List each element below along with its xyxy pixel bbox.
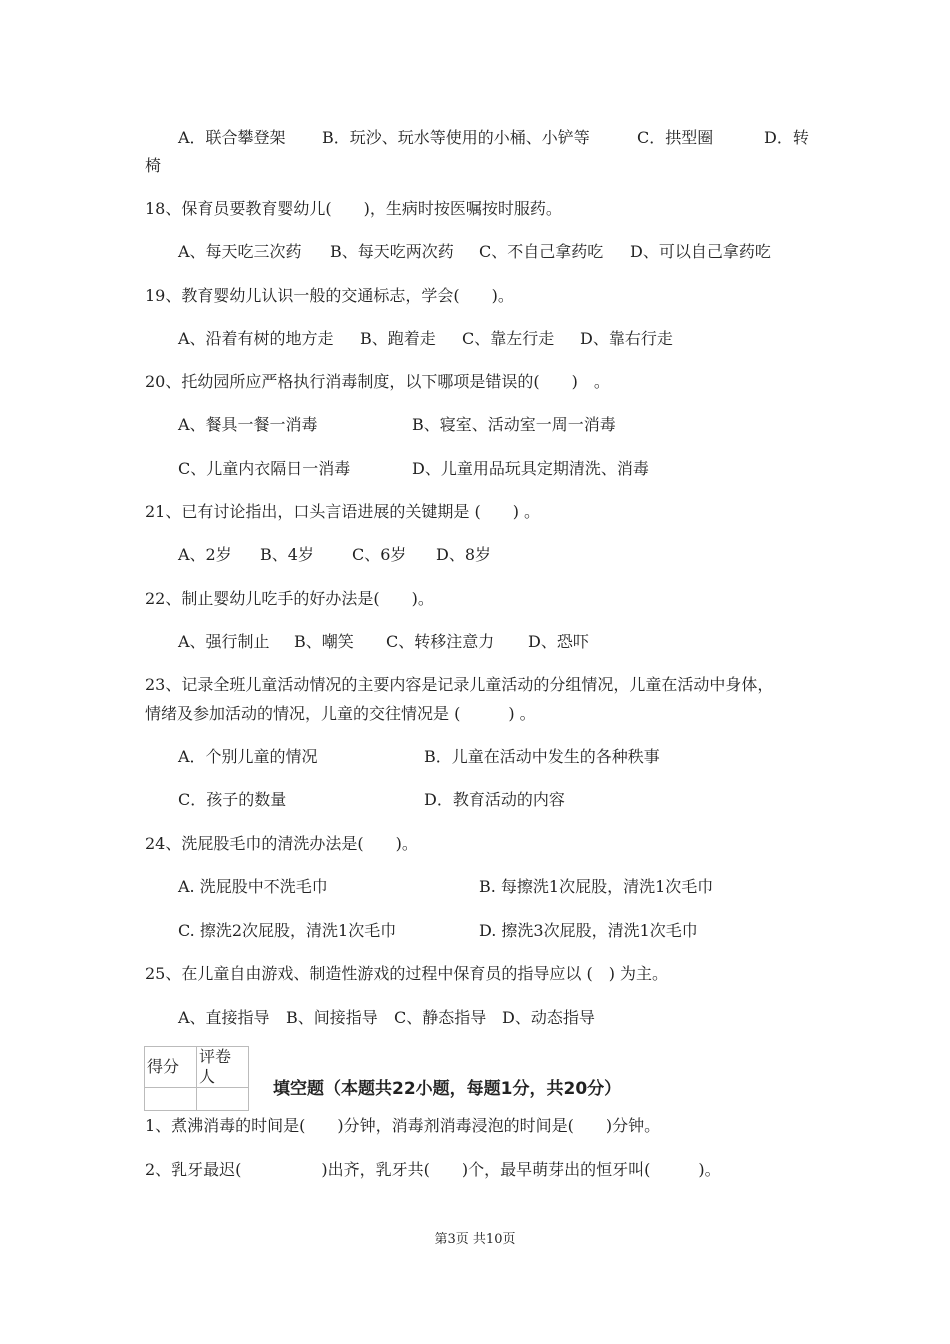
q17-option-d-continued: 椅 (145, 156, 162, 175)
q21-stem: 21、已有讨论指出，口头言语进展的关键期是 ( ) 。 (145, 502, 541, 521)
q18-option-a: A、每天吃三次药 (178, 242, 302, 261)
q17-option-a: A．联合攀登架 (178, 128, 286, 147)
q18-stem: 18、保育员要教育婴幼儿( )，生病时按医嘱按时服药。 (145, 199, 562, 218)
q21-option-b: B、4岁 (260, 545, 314, 564)
fill-question-2: 2、乳牙最迟( )出齐，乳牙共( )个，最早萌芽出的恒牙叫( )。 (145, 1160, 721, 1179)
q19-option-b: B、跑着走 (360, 329, 436, 348)
score-cell[interactable] (145, 1088, 197, 1111)
q24-stem: 24、洗屁股毛巾的清洗办法是( )。 (145, 834, 418, 853)
q18-option-b: B、每天吃两次药 (330, 242, 454, 261)
q22-option-d: D、恐吓 (528, 632, 589, 651)
page-number: 第3页 共10页 (434, 1232, 516, 1247)
q19-option-d: D、靠右行走 (580, 329, 673, 348)
grader-label: 评卷人 (197, 1047, 249, 1088)
fill-question-1: 1、煮沸消毒的时间是( )分钟，消毒剂消毒浸泡的时间是( )分钟。 (145, 1116, 661, 1135)
q17-option-d: D．转 (764, 128, 809, 147)
q23-stem-line1: 23、记录全班儿童活动情况的主要内容是记录儿童活动的分组情况，儿童在活动中身体， (145, 675, 774, 694)
q20-option-d: D、儿童用品玩具定期清洗、消毒 (412, 459, 649, 478)
q24-option-c: C. 擦洗2次屁股，清洗1次毛巾 (178, 921, 397, 940)
q25-stem: 25、在儿童自由游戏、制造性游戏的过程中保育员的指导应以 ( ) 为主。 (145, 964, 669, 983)
q19-option-c: C、靠左行走 (462, 329, 555, 348)
score-box (144, 1046, 249, 1111)
q23-option-a: A．个别儿童的情况 (178, 747, 318, 766)
q25-option-b: B、间接指导 (286, 1008, 378, 1027)
q18-option-d: D、可以自己拿药吃 (630, 242, 771, 261)
q20-option-a: A、餐具一餐一消毒 (178, 415, 318, 434)
q20-option-c: C、儿童内衣隔日一消毒 (178, 459, 351, 478)
q19-stem: 19、教育婴幼儿认识一般的交通标志，学会( )。 (145, 286, 514, 305)
q23-option-c: C．孩子的数量 (178, 790, 287, 809)
q20-option-b: B、寝室、活动室一周一消毒 (412, 415, 616, 434)
q21-option-c: C、6岁 (352, 545, 407, 564)
q25-option-a: A、直接指导 (178, 1008, 270, 1027)
q17-option-b: B．玩沙、玩水等使用的小桶、小铲等 (322, 128, 590, 147)
q24-option-b: B. 每擦洗1次屁股，清洗1次毛巾 (479, 877, 714, 896)
section-title: 填空题（本题共22小题，每题1分，共20分） (273, 1079, 622, 1099)
q25-option-c: C、静态指导 (394, 1008, 487, 1027)
q24-option-d: D. 擦洗3次屁股，清洗1次毛巾 (479, 921, 698, 940)
q17-option-c: C．拱型圈 (637, 128, 714, 147)
q25-option-d: D、动态指导 (502, 1008, 595, 1027)
q19-option-a: A、沿着有树的地方走 (178, 329, 334, 348)
score-label: 得分 (145, 1047, 197, 1088)
q24-option-a: A. 洗屁股中不洗毛巾 (178, 877, 328, 896)
q22-option-c: C、转移注意力 (386, 632, 495, 651)
q21-option-d: D、8岁 (436, 545, 492, 564)
q23-option-b: B．儿童在活动中发生的各种秩事 (424, 747, 660, 766)
q22-stem: 22、制止婴幼儿吃手的好办法是( )。 (145, 589, 434, 608)
grader-cell[interactable] (197, 1088, 249, 1111)
q22-option-b: B、嘲笑 (294, 632, 354, 651)
q21-option-a: A、2岁 (178, 545, 232, 564)
q20-stem: 20、托幼园所应严格执行消毒制度，以下哪项是错误的( ) 。 (145, 372, 610, 391)
q23-option-d: D．教育活动的内容 (424, 790, 565, 809)
q22-option-a: A、强行制止 (178, 632, 270, 651)
q18-option-c: C、不自己拿药吃 (479, 242, 604, 261)
q23-stem-line2: 情绪及参加活动的情况，儿童的交往情况是 ( ) 。 (145, 704, 536, 723)
